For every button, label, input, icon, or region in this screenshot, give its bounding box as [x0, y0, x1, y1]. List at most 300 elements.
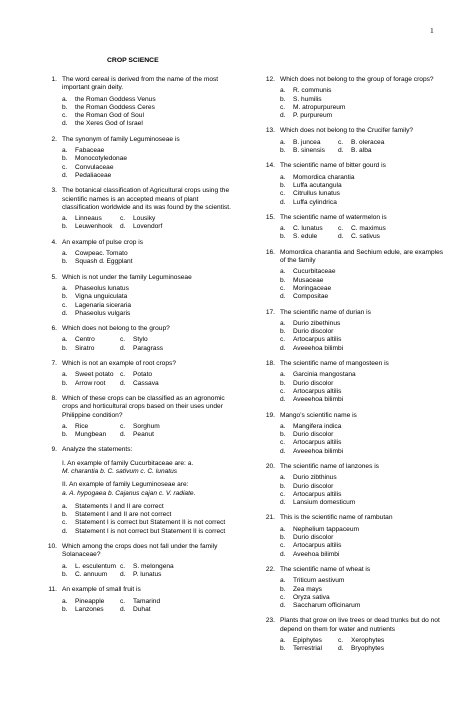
answer-options [280, 174, 447, 207]
question-number: 8. [51, 394, 57, 402]
answer-option [280, 147, 338, 155]
answer-options [62, 503, 237, 536]
option-text: Cowpeac. Tomato [75, 250, 128, 258]
option-letter: c. [338, 637, 344, 645]
answer-options [62, 285, 237, 318]
question-item [255, 463, 447, 507]
option-text: Lansium domesticum [293, 499, 356, 507]
question-item [37, 76, 237, 129]
answer-option [62, 293, 237, 301]
answer-option [120, 380, 159, 388]
option-letter: b. [280, 233, 286, 241]
option-text: Artocarpus altilis [293, 542, 342, 550]
question-item [255, 617, 447, 653]
statement-two-species: a. A. hypogaea b. Cajanus cajan c. V. radiate. [62, 489, 196, 497]
answer-row [280, 637, 447, 645]
answer-option [120, 223, 162, 231]
option-letter: a. [62, 250, 68, 258]
column-right [255, 76, 447, 661]
answer-option [62, 120, 237, 128]
answer-option [62, 571, 120, 579]
option-text: Siratro [75, 344, 95, 352]
answer-option [280, 499, 447, 507]
option-letter: c. [120, 336, 126, 344]
answer-option [62, 172, 237, 180]
option-letter: d. [62, 171, 68, 179]
option-letter: b. [62, 570, 68, 578]
answer-option [62, 371, 120, 379]
answer-option [280, 174, 447, 182]
question-stem: The synonym of family Leguminoseae is [62, 135, 180, 143]
option-letter: a. [62, 597, 68, 605]
option-text: Epiphytes [293, 637, 322, 645]
option-text: Artocarpus altilis [293, 336, 342, 344]
page-title: CROP SCIENCE [107, 57, 159, 64]
statement-one-species: M. charantia b. C. sativum c. C. lunatus [62, 467, 178, 475]
option-text: Cassava [133, 379, 159, 387]
answer-row [62, 598, 237, 606]
option-text: P. lunatus [133, 570, 162, 578]
option-letter: a. [280, 577, 286, 585]
option-letter: c. [280, 336, 286, 344]
option-text: Rice [75, 422, 89, 430]
option-letter: b. [62, 155, 68, 163]
question-stem: Momordica charantia and Sechium edule, are examples of the family [280, 248, 444, 265]
page-number: 1 [430, 26, 434, 35]
answer-row [62, 223, 237, 231]
answer-option [280, 637, 338, 645]
answer-option [62, 215, 120, 223]
statement-two-text: II. An example of family Leguminoseae are: [62, 481, 189, 489]
answer-option [338, 147, 372, 155]
option-letter: a. [62, 562, 68, 570]
option-letter: a. [280, 138, 286, 146]
answer-row [280, 225, 447, 233]
question-item [37, 187, 237, 231]
option-letter: b. [62, 379, 68, 387]
answer-option [280, 586, 447, 594]
option-letter: b. [280, 95, 286, 103]
option-text: B. alba [351, 147, 372, 155]
option-text: Lagenaria siceraria [75, 301, 132, 309]
option-text: Durio zibethinus [293, 319, 341, 327]
question-stem: Which does not belong to the group of forage crops? [280, 76, 434, 83]
option-text: C. annuum [75, 570, 108, 578]
answer-option [280, 491, 447, 499]
option-text: Artocarpus altilis [293, 387, 342, 395]
option-text: Compositae [293, 293, 329, 301]
option-letter: a. [280, 173, 286, 181]
answer-option [120, 598, 160, 606]
option-letter: c. [338, 138, 344, 146]
answer-option [280, 268, 447, 276]
option-text: L. esculentum [75, 562, 117, 570]
question-item [255, 360, 447, 404]
option-letter: a. [280, 319, 286, 327]
question-stem: The botanical classification of Agricultural crops using the scientific names is an accepted means of plant classification worldwide and its was found by the scientist. [62, 187, 231, 211]
option-letter: b. [62, 103, 68, 111]
answer-option [280, 371, 447, 379]
answer-option [338, 139, 384, 147]
answer-option [280, 199, 447, 207]
option-letter: a. [280, 225, 286, 233]
answer-option [120, 571, 161, 579]
option-text: Statement I is correct but Statement II is not correct [75, 519, 226, 527]
answer-option [280, 112, 447, 120]
answer-option [280, 104, 447, 112]
option-letter: b. [62, 431, 68, 439]
answer-row [280, 233, 447, 241]
question-item [37, 239, 237, 267]
question-stem: Analyze the statements: [62, 446, 133, 454]
option-text: Nephelium tappaceum [293, 525, 359, 533]
option-letter: d. [120, 570, 126, 578]
option-text: Monocotyledonae [75, 155, 128, 163]
answer-option [280, 182, 447, 190]
option-letter: a. [62, 147, 68, 155]
option-text: the Xeres God of Israel [75, 120, 143, 128]
answer-options [280, 139, 447, 156]
option-letter: d. [280, 198, 286, 206]
option-text: Aveeehoa bilimbi [293, 396, 344, 404]
answer-options [62, 250, 237, 267]
question-number: 20. [265, 462, 275, 470]
option-letter: c. [120, 422, 126, 430]
option-letter: b. [280, 645, 286, 653]
option-letter: b. [280, 328, 286, 336]
option-letter: d. [62, 309, 68, 317]
option-text: Terrestrial [293, 645, 322, 653]
answer-option [62, 336, 120, 344]
option-text: Saccharum officinarum [293, 602, 361, 610]
answer-options [62, 96, 237, 129]
option-letter: b. [62, 344, 68, 352]
answer-options [280, 371, 447, 404]
answer-option [280, 277, 447, 285]
answer-options [280, 87, 447, 120]
option-letter: a. [280, 637, 286, 645]
option-text: B. sinensis [293, 147, 325, 155]
question-stem: Plants that grow on live trees or dead trunks but do not depend on them for water and nutrients [280, 617, 440, 633]
question-number: 9. [51, 446, 57, 454]
answer-option [280, 285, 447, 293]
answer-option [280, 233, 338, 241]
question-stem: The word cereal is derived from the name of the most important grain deity. [62, 76, 219, 92]
question-number: 16. [265, 248, 275, 256]
option-text: M. atropurpureum [293, 103, 346, 111]
option-text: Leuwenhook [75, 223, 113, 231]
option-text: C. lunatus [293, 225, 323, 233]
option-letter: a. [62, 422, 68, 430]
option-letter: d. [62, 527, 68, 535]
question-stem: Mango’s scientific name is [280, 411, 357, 419]
question-number: 14. [265, 162, 275, 170]
option-text: Artocarpus altilis [293, 439, 342, 447]
answer-option [120, 431, 154, 439]
answer-options [62, 215, 237, 232]
option-letter: b. [280, 147, 286, 155]
option-letter: d. [120, 605, 126, 613]
answer-option [280, 602, 447, 610]
option-letter: c. [280, 542, 286, 550]
question-item [37, 360, 237, 388]
question-stem: The scientific name of lanzones is [280, 462, 379, 470]
option-letter: d. [280, 447, 286, 455]
option-text: the Roman God of Soul [75, 112, 144, 120]
question-item [255, 76, 447, 120]
option-text: Tamarind [133, 597, 161, 605]
answer-option [62, 380, 120, 388]
option-text: B. oleracea [351, 138, 385, 146]
answer-option [62, 345, 120, 353]
question-stem: Which is not an example of root crops? [62, 360, 176, 368]
question-stem: The scientific name of wheat is [280, 565, 371, 573]
statement-two [62, 481, 237, 498]
option-text: Triticum aestivum [293, 577, 345, 585]
option-letter: d. [338, 233, 344, 241]
option-letter: c. [120, 371, 126, 379]
question-stem: Which is not under the family Leguminoseae [62, 273, 192, 281]
answer-option [62, 503, 237, 511]
question-number: 15. [265, 213, 275, 221]
option-letter: d. [280, 396, 286, 404]
option-letter: a. [280, 474, 286, 482]
option-letter: b. [62, 605, 68, 613]
option-text: R. communis [293, 87, 332, 95]
option-letter: c. [120, 597, 126, 605]
answer-option [280, 139, 338, 147]
option-letter: d. [280, 602, 286, 610]
option-text: C. maximus [351, 225, 386, 233]
option-text: Phaseolus lunatus [75, 284, 129, 292]
option-letter: b. [280, 534, 286, 542]
question-stem: Which of these crops can be classified as an agronomic crops and horticultural crops based on their uses under Philippine condition? [62, 394, 225, 419]
option-text: Linneaus [75, 215, 102, 223]
option-letter: c. [280, 439, 286, 447]
answer-row [62, 563, 237, 571]
answer-options [62, 147, 237, 180]
option-letter: a. [62, 284, 68, 292]
question-item [255, 566, 447, 610]
answer-options [62, 336, 237, 353]
option-letter: c. [280, 103, 286, 111]
answer-option [62, 112, 237, 120]
answer-option [280, 423, 447, 431]
question-stem: The scientific name of durian is [280, 308, 371, 316]
answer-option [62, 302, 237, 310]
answer-option [62, 155, 237, 163]
answer-options [280, 225, 447, 242]
question-stem: An example of pulse crop is [62, 238, 143, 246]
option-text: Fabaceae [75, 147, 105, 155]
option-text: C. sativus [351, 233, 380, 241]
answer-option [62, 96, 237, 104]
answer-option [62, 147, 237, 155]
option-letter: a. [280, 371, 286, 379]
answer-option [338, 225, 386, 233]
option-text: Bryophytes [351, 645, 384, 653]
option-text: Vigna unguiculata [75, 293, 128, 301]
answer-option [280, 396, 447, 404]
answer-option [120, 423, 160, 431]
answer-option [280, 388, 447, 396]
option-text: Lovendorf [133, 223, 163, 231]
option-text: Durio discolor [293, 534, 334, 542]
option-text: Oryza sativa [293, 593, 330, 601]
question-item [255, 514, 447, 558]
option-letter: b. [280, 482, 286, 490]
question-stem: Which among the crops does not fall under the family Solanaceae? [62, 543, 218, 559]
answer-options [280, 637, 447, 654]
statement-one [62, 460, 237, 477]
question-number: 23. [265, 617, 275, 625]
option-letter: b. [62, 223, 68, 231]
option-text: Sorghum [133, 422, 160, 430]
option-text: Luffa acutangula [293, 181, 342, 189]
answer-option [280, 448, 447, 456]
option-text: P. purpureum [293, 112, 333, 120]
question-item [255, 127, 447, 155]
answer-options [62, 423, 237, 440]
answer-option [280, 380, 447, 388]
option-letter: a. [62, 502, 68, 510]
answer-option [62, 250, 237, 258]
question-item [37, 395, 237, 439]
answer-option [280, 328, 447, 336]
answer-option [280, 551, 447, 559]
option-letter: c. [62, 519, 68, 527]
answer-option [338, 233, 380, 241]
column-left [37, 76, 237, 621]
question-item [37, 543, 237, 579]
question-number: 19. [265, 411, 275, 419]
option-text: Aveeehoa bilimbi [293, 447, 344, 455]
question-number: 21. [265, 514, 275, 522]
option-letter: c. [62, 301, 68, 309]
answer-options [280, 268, 447, 301]
answer-option [120, 371, 152, 379]
question-number: 22. [265, 565, 275, 573]
question-number: 13. [265, 127, 275, 135]
option-text: Xerophytes [351, 637, 385, 645]
option-text: Garcinia mangostana [293, 371, 356, 379]
option-text: Zea mays [293, 585, 322, 593]
answer-option [62, 423, 120, 431]
option-text: B. juncea [293, 138, 321, 146]
option-letter: a. [62, 371, 68, 379]
question-number: 12. [265, 76, 275, 83]
question-stem: This is the scientific name of rambutan [280, 514, 393, 522]
answer-row [62, 571, 237, 579]
option-text: Sweet potato [75, 371, 114, 379]
option-letter: c. [62, 163, 68, 171]
question-number: 6. [51, 325, 57, 333]
question-stem: The scientific name of bitter gourd is [280, 162, 386, 170]
question-item [37, 325, 237, 353]
question-item [255, 249, 447, 302]
option-text: Convulaceae [75, 163, 114, 171]
answer-option [120, 345, 163, 353]
option-text: Squash d. Eggplant [75, 258, 133, 266]
option-letter: a. [280, 87, 286, 95]
option-letter: d. [280, 344, 286, 352]
option-text: Phaseolus vulgaris [75, 309, 131, 317]
option-text: Moringaceae [293, 284, 332, 292]
answer-row [280, 645, 447, 653]
question-number: 10. [47, 543, 57, 551]
option-text: Cucurbitaceae [293, 268, 336, 276]
question-stem: The scientific name of mangosteen is [280, 360, 389, 368]
option-text: Durio discolor [293, 379, 334, 387]
answer-option [62, 606, 120, 614]
option-text: Statement I is not correct but Statement II is correct [75, 527, 226, 535]
question-item [37, 446, 237, 536]
question-number: 4. [51, 238, 57, 246]
option-text: Durio zibthinus [293, 474, 337, 482]
answer-option [120, 606, 151, 614]
option-letter: c. [120, 562, 126, 570]
question-item [255, 214, 447, 242]
option-letter: c. [280, 190, 286, 198]
answer-options [62, 563, 237, 580]
answer-options [280, 320, 447, 353]
option-letter: d. [62, 120, 68, 128]
option-letter: d. [120, 344, 126, 352]
option-text: Duhat [133, 605, 151, 613]
question-item [255, 162, 447, 206]
option-letter: d. [280, 550, 286, 558]
question-item [255, 309, 447, 353]
option-letter: d. [280, 112, 286, 120]
option-letter: d. [280, 499, 286, 507]
question-item [37, 136, 237, 180]
option-letter: c. [280, 490, 286, 498]
question-stem: Which does not belong to the Crucifer family? [280, 127, 414, 135]
question-stem: Which does not belong to the group? [62, 325, 170, 333]
answer-option [62, 528, 237, 536]
option-text: Durio discolor [293, 431, 334, 439]
option-text: Durio discolor [293, 328, 334, 336]
question-stem: An example of small fruit is [62, 586, 141, 594]
option-text: Luffa cylindrica [293, 198, 337, 206]
answer-options [280, 423, 447, 456]
option-letter: b. [280, 276, 286, 284]
answer-option [62, 223, 120, 231]
answer-option [280, 320, 447, 328]
answer-option [280, 336, 447, 344]
option-text: S. humilis [293, 95, 322, 103]
answer-option [280, 483, 447, 491]
option-letter: a. [62, 215, 68, 223]
option-text: Peanut [133, 431, 154, 439]
option-letter: b. [280, 379, 286, 387]
answer-option [338, 645, 384, 653]
option-text: S. edule [293, 233, 318, 241]
answer-option [62, 285, 237, 293]
option-letter: c. [338, 225, 344, 233]
option-letter: b. [62, 293, 68, 301]
question-number: 11. [48, 586, 57, 594]
answer-options [280, 474, 447, 507]
answer-options [62, 371, 237, 388]
question-number: 5. [51, 273, 57, 281]
question-number: 3. [51, 187, 57, 195]
option-letter: a. [280, 422, 286, 430]
answer-options [62, 598, 237, 615]
question-number: 18. [265, 360, 275, 368]
option-letter: b. [280, 585, 286, 593]
answer-option [338, 637, 384, 645]
